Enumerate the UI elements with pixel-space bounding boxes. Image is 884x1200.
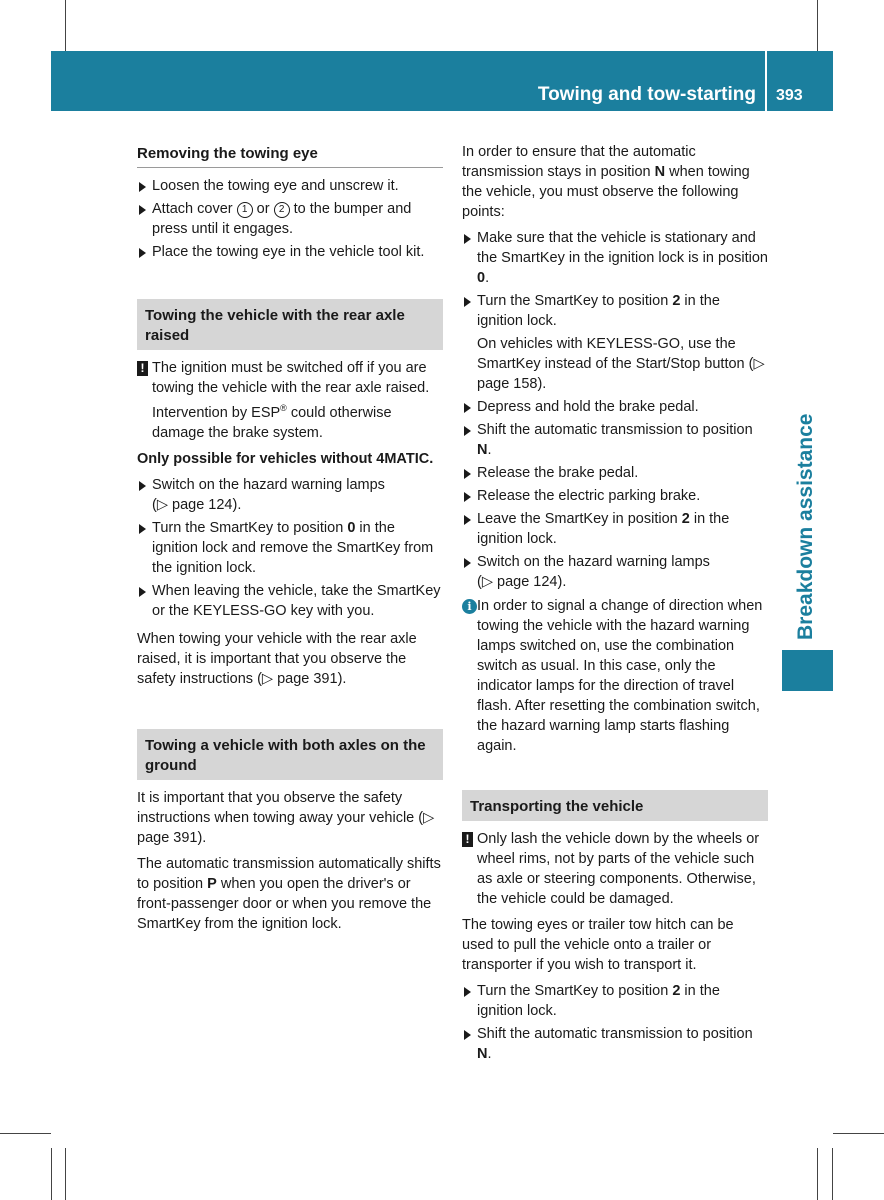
- cover-number-2-icon: 2: [274, 202, 290, 218]
- step-arrow-icon: [464, 987, 471, 997]
- step-arrow-icon: [464, 1030, 471, 1040]
- info-icon: i: [462, 599, 477, 614]
- header-separator: [765, 51, 767, 111]
- crop-mark: [65, 1148, 66, 1200]
- step-arrow-icon: [464, 403, 471, 413]
- step-arrow-icon: [464, 515, 471, 525]
- crop-mark: [51, 1148, 52, 1200]
- section-heading-both-axles: Towing a vehicle with both axles on the ground: [137, 729, 443, 780]
- step-arrow-icon: [139, 248, 146, 258]
- paragraph-automatic-transmission: The automatic transmission automatically shifts to position P when you open the driver's or front-passenger door or when you remove the SmartKey from the ignition lock.: [137, 855, 441, 932]
- crop-mark: [817, 0, 818, 51]
- instruction-step: Release the electric parking brake.: [462, 486, 768, 506]
- instruction-step: Turn the SmartKey to position 2 in the ignition lock. On vehicles with KEYLESS-GO, use the SmartKey instead of the Start/Stop button (▷ page 158).: [462, 291, 768, 394]
- instruction-step: When leaving the vehicle, take the SmartKey or the KEYLESS-GO key with you.: [137, 581, 443, 621]
- page-title: Towing and tow-starting: [537, 84, 756, 105]
- crop-mark: [833, 1133, 884, 1134]
- right-column: [462, 142, 768, 1067]
- warning-note: ! Only lash the vehicle down by the wheels or wheel rims, not by parts of the vehicle such as axle or steering components. Otherwise, the vehicle could be damaged.: [462, 829, 768, 909]
- step-arrow-icon: [464, 297, 471, 307]
- section-tab-marker: [782, 650, 833, 691]
- section-heading-rear-axle-raised: Towing the vehicle with the rear axle raised: [137, 299, 443, 350]
- instruction-step: Turn the SmartKey to position 2 in the ignition lock.: [462, 981, 768, 1021]
- page-reference-link[interactable]: (▷ page 124).: [477, 574, 567, 590]
- section-tab-label: Breakdown assistance: [794, 413, 817, 640]
- step-arrow-icon: [464, 492, 471, 502]
- step-arrow-icon: [139, 182, 146, 192]
- step-arrow-icon: [464, 234, 471, 244]
- info-note: i In order to signal a change of direction when towing the vehicle with the hazard warning lamps switched on, use the combination switch as usual. In this case, only the indicator lamps for the direction of travel flash. After resetting the combination switch, the hazard warning lamp starts flashing again.: [462, 596, 768, 756]
- step-arrow-icon: [139, 205, 146, 215]
- instruction-step: Shift the automatic transmission to position N.: [462, 420, 768, 460]
- instruction-step: Switch on the hazard warning lamps (▷ page 124).: [137, 475, 443, 515]
- cover-number-1-icon: 1: [237, 202, 253, 218]
- instruction-step: Turn the SmartKey to position 0 in the ignition lock and remove the SmartKey from the ignition lock.: [137, 518, 443, 578]
- paragraph-safety-instructions: It is important that you observe the safety instructions when towing away your vehicle (▷ page 391).: [137, 789, 435, 846]
- subheading-4matic: Only possible for vehicles without 4MATIC.: [137, 450, 434, 467]
- paragraph-intro: In order to ensure that the automatic transmission stays in position N when towing the vehicle, you must observe the following points:: [462, 144, 750, 220]
- page-reference-link[interactable]: (▷ page 124).: [152, 496, 242, 513]
- instruction-step: Attach cover 1 or 2 to the bumper and press until it engages.: [137, 199, 443, 239]
- paragraph-transport: The towing eyes or trailer tow hitch can be used to pull the vehicle onto a trailer or transporter if you wish to transport it.: [462, 917, 734, 973]
- instruction-step: Release the brake pedal.: [462, 463, 768, 483]
- step-arrow-icon: [464, 469, 471, 479]
- step-arrow-icon: [139, 587, 146, 597]
- crop-mark: [0, 1133, 51, 1134]
- warning-note: ! The ignition must be switched off if you are towing the vehicle with the rear axle raised. Intervention by ESP® could otherwise damage the brake system.: [137, 358, 443, 443]
- section-heading-removing-towing-eye: Removing the towing eye: [137, 142, 443, 168]
- paragraph-safety: When towing your vehicle with the rear axle raised, it is important that you observe the safety instructions (▷ page 391).: [137, 630, 417, 687]
- step-arrow-icon: [139, 481, 146, 491]
- instruction-step: Make sure that the vehicle is stationary and the SmartKey in the ignition lock is in position 0.: [462, 228, 768, 288]
- step-arrow-icon: [464, 426, 471, 436]
- keyless-go-note: On vehicles with KEYLESS-GO, use the SmartKey instead of the Start/Stop button (▷ page 158).: [477, 336, 765, 392]
- step-arrow-icon: [464, 558, 471, 568]
- instruction-step: Leave the SmartKey in position 2 in the ignition lock.: [462, 509, 768, 549]
- instruction-step: Switch on the hazard warning lamps (▷ page 124).: [462, 552, 768, 592]
- warning-icon: !: [137, 361, 148, 376]
- step-arrow-icon: [139, 524, 146, 534]
- left-column: [137, 142, 443, 940]
- crop-mark: [832, 1148, 833, 1200]
- instruction-step: Depress and hold the brake pedal.: [462, 397, 768, 417]
- warning-icon: !: [462, 832, 473, 847]
- crop-mark: [65, 0, 66, 51]
- section-heading-transporting: Transporting the vehicle: [462, 790, 768, 821]
- instruction-step: Place the towing eye in the vehicle tool kit.: [137, 242, 443, 262]
- instruction-step: Shift the automatic transmission to position N.: [462, 1024, 768, 1064]
- page-number: 393: [776, 87, 803, 104]
- instruction-step: Loosen the towing eye and unscrew it.: [137, 176, 443, 196]
- crop-mark: [817, 1148, 818, 1200]
